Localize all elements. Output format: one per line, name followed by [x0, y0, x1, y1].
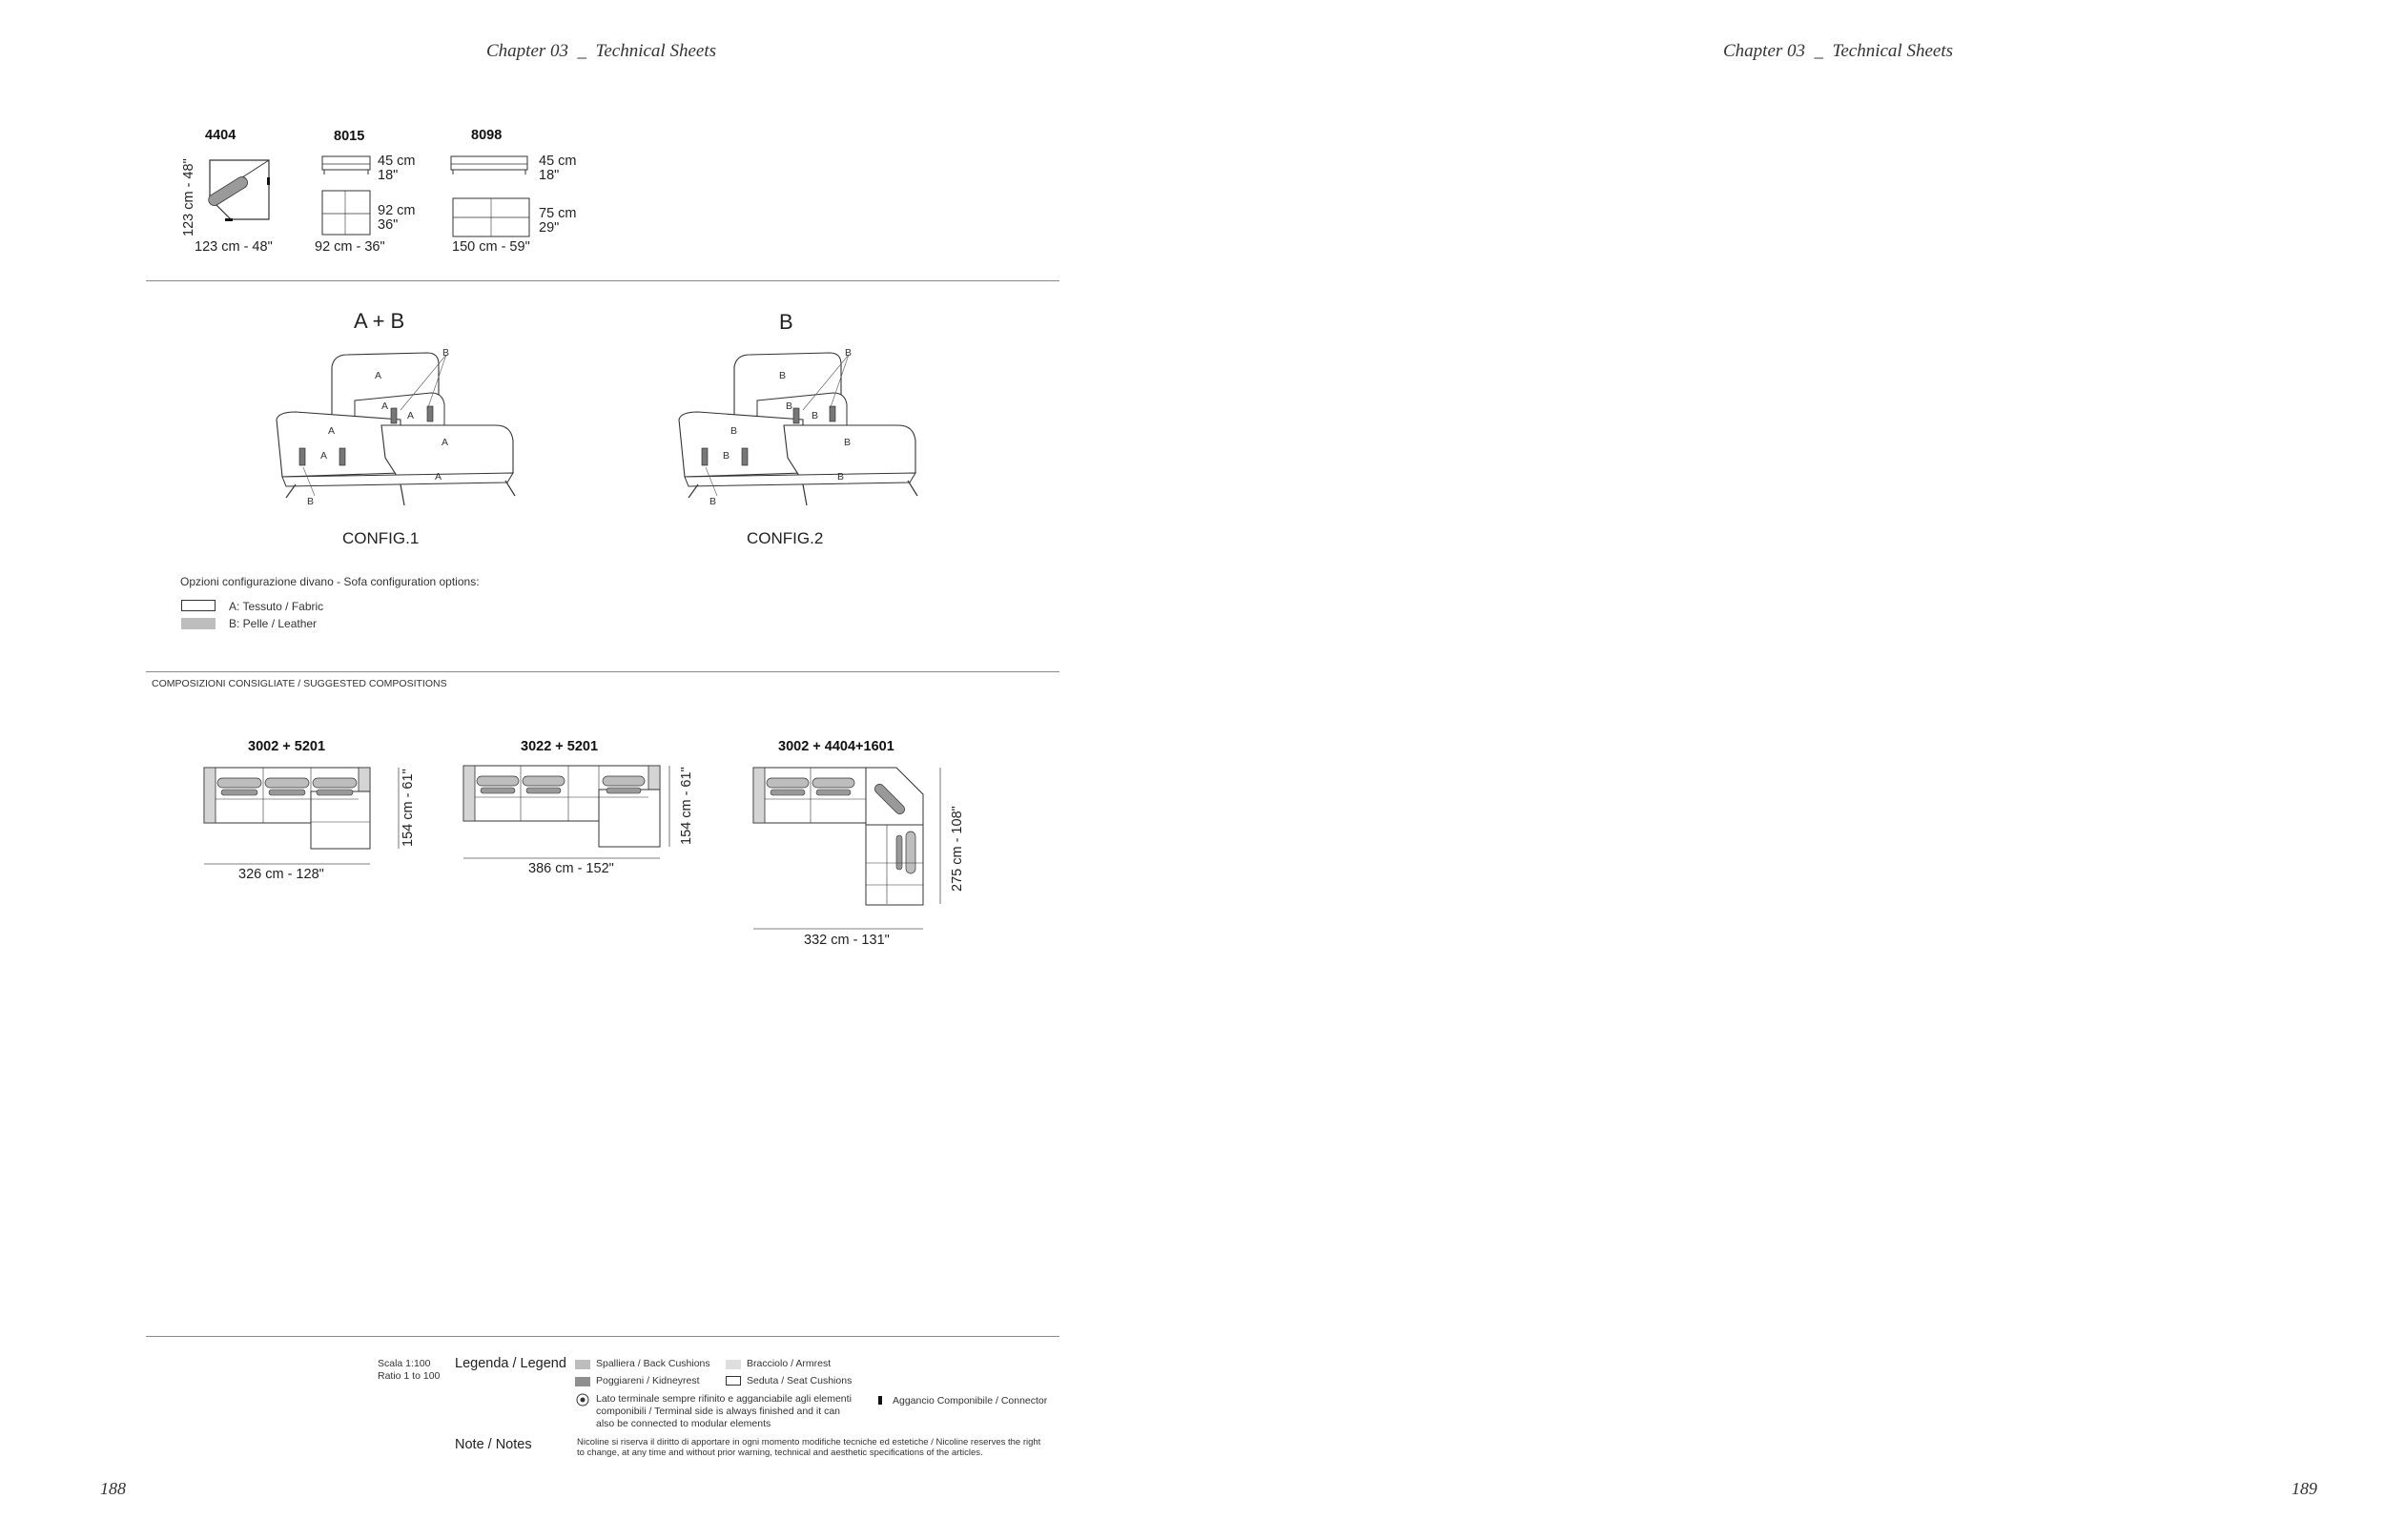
module-8098-depth: 75 cm: [539, 206, 577, 221]
config1-letter-a-4: A: [328, 425, 336, 437]
legend-terminal-line3: also be connected to modular elements: [596, 1418, 771, 1429]
left-page-number: 188: [100, 1479, 126, 1498]
config1-title: A + B: [354, 309, 405, 333]
module-8015-height-in: 18": [378, 168, 399, 183]
module-8015-height: 45 cm: [378, 154, 416, 169]
module-8015-width: 92 cm - 36": [315, 239, 385, 255]
composition-3-code: 3002 + 4404+1601: [778, 739, 894, 754]
left-running-head: Chapter 03 _ Technical Sheets: [486, 41, 716, 61]
legend-back-cushions: Spalliera / Back Cushions: [596, 1358, 710, 1369]
config2-letter-b-7: B: [837, 471, 845, 483]
config1-letter-b-1: B: [442, 347, 450, 359]
module-code-8098: 8098: [471, 128, 503, 143]
config2-letter-b-5: B: [844, 437, 852, 448]
config1-letter-a-2: A: [381, 400, 389, 412]
config2-letter-b-2: B: [786, 400, 793, 412]
config2-letter-b-3: B: [812, 410, 819, 421]
connector-icon: [878, 1396, 882, 1405]
config2-letter-b-8: B: [845, 347, 853, 359]
composition-2-width: 386 cm - 152": [528, 861, 614, 876]
config1-letter-a-6: A: [320, 450, 328, 462]
module-4404-depth: 123 cm - 48": [181, 158, 196, 236]
legend-connector: Aggancio Componibile / Connector: [893, 1395, 1048, 1407]
right-page-number: 189: [2292, 1479, 2317, 1498]
composition-1-width: 326 cm - 128": [238, 867, 324, 882]
legend-kidneyrest: Poggiareni / Kidneyrest: [596, 1375, 700, 1386]
option-leather-label: B: Pelle / Leather: [229, 617, 318, 630]
notes-line1: Nicoline si riserva il diritto di apportare in ogni momento modifiche tecniche ed estetiche / Nicoline reserves the right: [577, 1437, 1041, 1448]
module-8015-depth: 92 cm: [378, 203, 416, 218]
composition-2-depth: 154 cm - 61": [679, 767, 694, 845]
right-running-head: Chapter 03 _ Technical Sheets: [1723, 41, 1953, 61]
config2-letter-b-6: B: [723, 450, 730, 462]
notes-line2: to change, at any time and without prior warning, technical and aesthetic specifications of the articles.: [577, 1448, 983, 1458]
config1-letter-a-1: A: [375, 370, 382, 381]
composition-1-depth: 154 cm - 61": [401, 769, 416, 847]
module-8098-width: 150 cm - 59": [452, 239, 530, 255]
option-fabric-label: A: Tessuto / Fabric: [229, 600, 324, 613]
ratio-label: Ratio 1 to 100: [378, 1370, 441, 1382]
config-options-title: Opzioni configurazione divano - Sofa configuration options:: [180, 575, 480, 588]
config1-letter-a-7: A: [435, 471, 442, 483]
config1-letter-a-3: A: [407, 410, 415, 421]
suggested-section-title: COMPOSIZIONI CONSIGLIATE / SUGGESTED COMPOSITIONS: [152, 678, 447, 689]
module-8098-height-in: 18": [539, 168, 560, 183]
module-code-4404: 4404: [205, 128, 236, 143]
config1-letter-a-5: A: [442, 437, 449, 448]
config2-label: CONFIG.2: [747, 529, 824, 547]
config1-label: CONFIG.1: [342, 529, 420, 547]
config1-letter-b-2: B: [307, 496, 315, 507]
module-8015-depth-in: 36": [378, 217, 399, 233]
legend-title: Legenda / Legend: [455, 1356, 566, 1371]
module-code-8015: 8015: [334, 129, 365, 144]
composition-1-code: 3002 + 5201: [248, 739, 326, 754]
notes-title: Note / Notes: [455, 1437, 532, 1452]
legend-armrest: Bracciolo / Armrest: [747, 1358, 832, 1369]
legend-terminal-line1: Lato terminale sempre rifinito e agganciabile agli elementi: [596, 1393, 852, 1405]
composition-3-depth: 275 cm - 108": [950, 806, 965, 892]
legend-terminal-line2: componibili / Terminal side is always finished and it can: [596, 1406, 841, 1417]
composition-3-width: 332 cm - 131": [804, 933, 890, 948]
config2-title: B: [779, 310, 793, 334]
module-8098-depth-in: 29": [539, 220, 560, 236]
config2-letter-b-9: B: [709, 496, 717, 507]
config2-letter-b-4: B: [730, 425, 738, 437]
module-4404-width: 123 cm - 48": [195, 239, 273, 255]
composition-2-code: 3022 + 5201: [521, 739, 599, 754]
scale-label: Scala 1:100: [378, 1358, 431, 1369]
legend-seat-cushions: Seduta / Seat Cushions: [747, 1375, 853, 1386]
config2-letter-b-1: B: [779, 370, 787, 381]
module-8098-height: 45 cm: [539, 154, 577, 169]
